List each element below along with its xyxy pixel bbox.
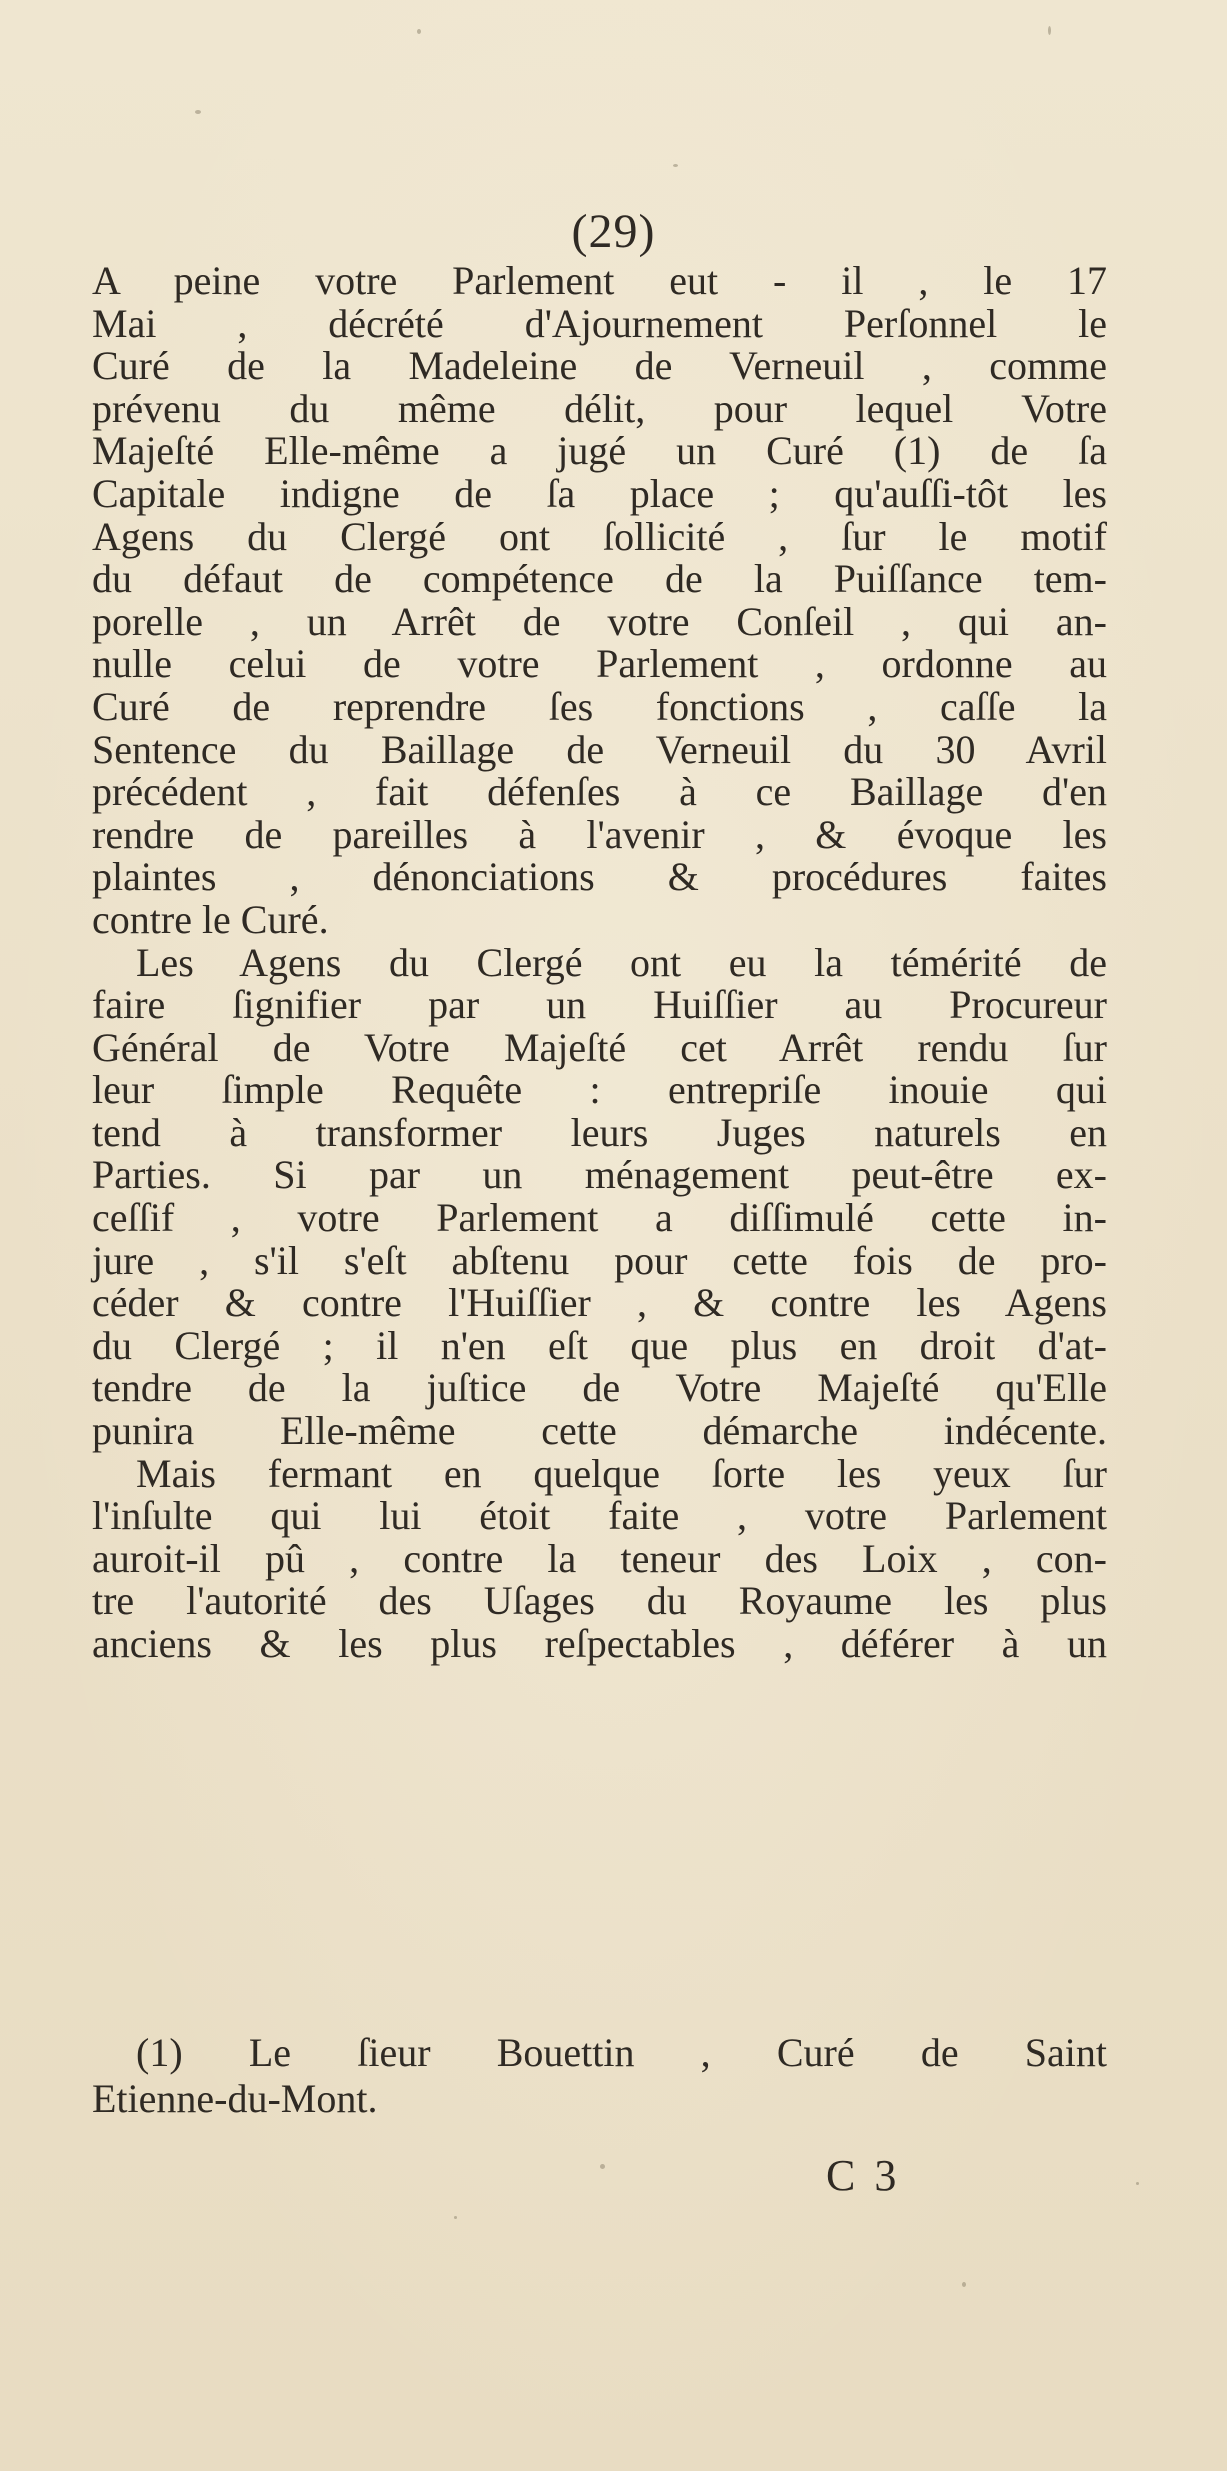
text-line: Mai , décrété d'Ajournement Perſonnel le: [92, 300, 1107, 346]
text-line: du Clergé ; il n'en eſt que plus en droit d'at-: [92, 1322, 1107, 1368]
text-line: prévenu du même délit, pour lequel Votre: [92, 385, 1107, 431]
text-line: Parties. Si par un ménagement peut-être ex-: [92, 1152, 1107, 1198]
text-line: Mais fermant en quelque ſorte les yeux ſur: [136, 1450, 1107, 1496]
text-line: du défaut de compétence de la Puiſſance tem-: [92, 556, 1107, 602]
text-line: tend à transformer leurs Juges naturels en: [92, 1109, 1107, 1155]
text-line: A peine votre Parlement eut - il , le 17: [92, 258, 1107, 303]
paper-speck: [417, 29, 421, 34]
text-line: céder & contre l'Huiſſier , & contre les Agens: [92, 1280, 1107, 1326]
paper-speck: [673, 164, 678, 167]
footnote: [92, 2030, 1107, 2122]
text-line: Curé de reprendre ſes fonctions , caſſe la: [92, 683, 1107, 729]
text-line: tre l'autorité des Uſages du Royaume les plus: [92, 1578, 1107, 1624]
text-line: nulle celui de votre Parlement , ordonne au: [92, 641, 1107, 687]
text-line: Capitale indigne de ſa place ; qu'auſſi-tôt les: [92, 470, 1107, 516]
text-line: porelle , un Arrêt de votre Conſeil , qui an-: [92, 598, 1107, 644]
text-line: anciens & les plus reſpectables , déférer à un: [92, 1621, 1107, 1666]
text-line: Majeſté Elle-même a jugé un Curé (1) de ſa: [92, 428, 1107, 474]
text-line: plaintes , dénonciations & procédures faites: [92, 854, 1107, 900]
text-line: faire ſignifier par un Huiſſier au Procureur: [92, 982, 1107, 1028]
footnote-line: (1) Le ſieur Bouettin , Curé de Saint: [136, 2030, 1107, 2075]
text-line: précédent , fait défenſes à ce Baillage d'en: [92, 769, 1107, 815]
paper-speck: [1136, 2182, 1139, 2185]
paper-speck: [195, 110, 201, 114]
text-line: leur ſimple Requête : entrepriſe inouie qui: [92, 1067, 1107, 1113]
signature-mark: C 3: [826, 2151, 901, 2200]
footnote-line: Etienne-du-Mont.: [92, 2076, 378, 2121]
paper-speck: [962, 2282, 966, 2287]
text-line: auroit-il pû , contre la teneur des Loix , con-: [92, 1535, 1107, 1581]
text-line: tendre de la juſtice de Votre Majeſté qu'Elle: [92, 1365, 1107, 1411]
text-line: l'inſulte qui lui étoit faite , votre Parlement: [92, 1493, 1107, 1539]
text-line: Général de Votre Majeſté cet Arrêt rendu ſur: [92, 1024, 1107, 1070]
text-line: rendre de pareilles à l'avenir , & évoque les: [92, 811, 1107, 857]
text-line: Sentence du Baillage de Verneuil du 30 Avril: [92, 726, 1107, 772]
text-line: punira Elle-même cette démarche indécente.: [92, 1408, 1107, 1454]
text-line: Les Agens du Clergé ont eu la témérité de: [136, 939, 1107, 985]
text-line: Agens du Clergé ont ſollicité , ſur le motif: [92, 513, 1107, 559]
text-line: jure , s'il s'eſt abſtenu pour cette fois de pro-: [92, 1237, 1107, 1283]
page-number: (29): [571, 205, 656, 258]
paper-speck: [1048, 26, 1051, 35]
body-text: [92, 260, 1107, 1666]
text-line: ceſſif , votre Parlement a diſſimulé cette in-: [92, 1195, 1107, 1241]
text-line: Curé de la Madeleine de Verneuil , comme: [92, 343, 1107, 389]
paper-speck: [454, 2216, 457, 2219]
text-line: contre le Curé.: [92, 896, 329, 942]
paper-speck: [600, 2164, 605, 2169]
